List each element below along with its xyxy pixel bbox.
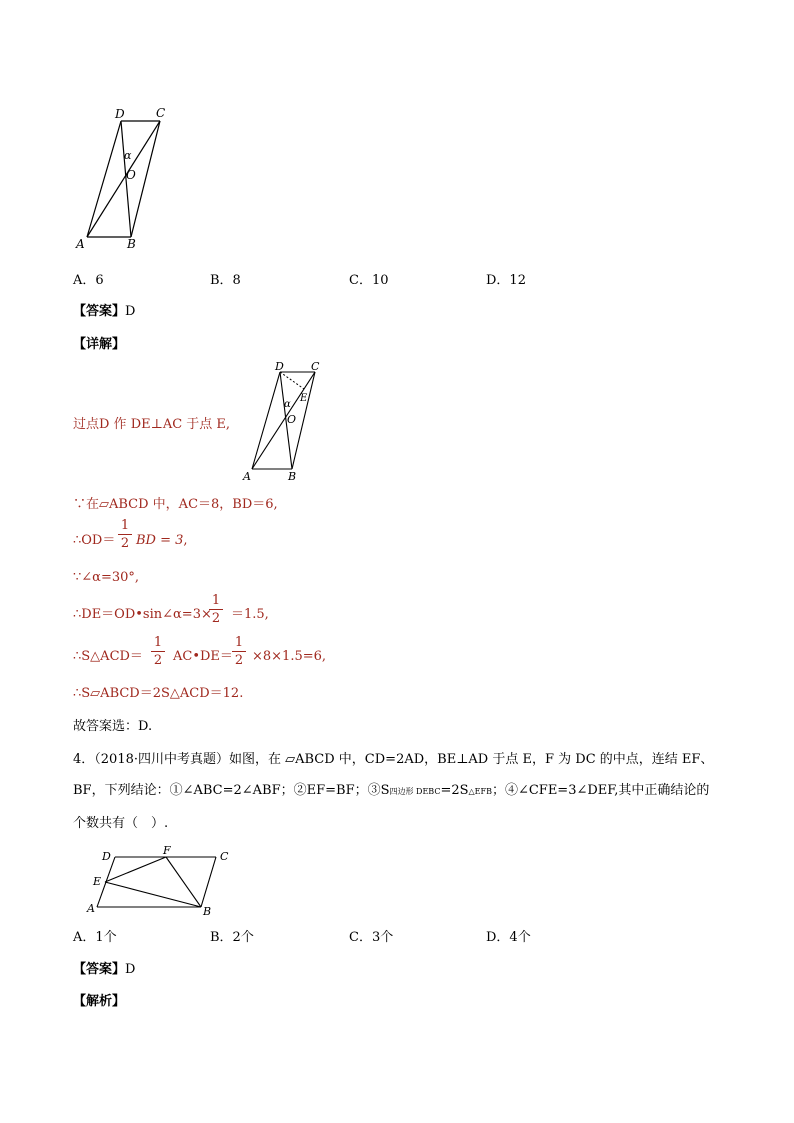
q4-line-2a: BF，下列结论：①∠ABC=2∠ABF；②EF=BF；③S [73, 783, 390, 798]
q4-option-d: D．4个 [486, 930, 531, 945]
step-3-rest [136, 533, 188, 549]
step-3-comma: , [183, 533, 188, 548]
q4-option-b: B．2个 [210, 930, 254, 945]
step-6-den-1: 2 [153, 653, 163, 668]
fig3-label-B: B [203, 905, 212, 918]
q4-answer-value: D [125, 962, 136, 977]
fig3-label-E: E [93, 875, 102, 888]
fig1-label-O: O [126, 168, 136, 182]
fig2-label-alpha: α [284, 399, 291, 410]
q4-option-a: A．1个 [73, 930, 117, 945]
fig1-label-D: D [115, 107, 125, 121]
step-6-num-2: 1 [234, 635, 244, 650]
fig2-label-E: E [300, 393, 308, 404]
step-5-den: 2 [211, 611, 221, 626]
step-6-fraction-1 [151, 635, 165, 668]
q4-answer [73, 962, 135, 978]
fig2-label-O: O [287, 413, 297, 426]
figure-parallelogram-2 [240, 360, 330, 485]
step-5-num: 1 [211, 593, 221, 608]
step-5: ∴DE＝OD•sin∠α=3× [73, 607, 212, 622]
step-3-fraction [118, 518, 132, 551]
fig2-label-C: C [311, 360, 320, 373]
step-6-den-2: 2 [234, 653, 244, 668]
step-3-bd: BD = 3 [136, 533, 184, 548]
q4-line-2-sub-1: 四边形 DEBC [389, 787, 441, 796]
fig2-label-B: B [288, 470, 297, 483]
fig3-label-F: F [163, 844, 171, 857]
step-8: 故答案选：D. [73, 719, 153, 734]
fig1-label-A: A [76, 237, 85, 251]
q3-option-a: A．6 [73, 273, 104, 288]
step-6-num-1: 1 [153, 635, 163, 650]
fig2-label-A: A [243, 470, 251, 483]
fig1-label-C: C [156, 106, 166, 120]
step-2: ∵在▱ABCD 中，AC＝8，BD＝6, [73, 497, 278, 512]
step-6: ∴S△ACD＝ [73, 649, 143, 664]
step-6-fraction-2 [232, 635, 246, 668]
q4-answer-label: 【答案】 [73, 962, 126, 977]
q4-line-2b: =2S [440, 783, 469, 798]
step-4: ∵∠α=30°, [73, 570, 140, 585]
fig3-label-A: A [87, 902, 95, 915]
figure-parallelogram-1 [70, 100, 180, 255]
fig1-label-B: B [127, 237, 136, 251]
q4-analysis-label: 【解析】 [73, 994, 126, 1009]
q3-answer-value: D [125, 304, 136, 319]
step-7: ∴S▱ABCD＝2S△ACD＝12. [73, 686, 244, 701]
fig3-label-C: C [220, 850, 229, 863]
step-3 [73, 533, 115, 549]
q3-option-b: B．8 [210, 273, 241, 288]
q3-detail-label: 【详解】 [73, 337, 126, 352]
fig3-label-D: D [102, 850, 111, 863]
step-5-fraction [209, 593, 223, 626]
q4-line-2-sub-2: △EFB [468, 787, 492, 796]
step-3-den: 2 [120, 536, 130, 551]
q4-option-c: C．3个 [349, 930, 394, 945]
step-6-rest: ×8×1.5=6, [252, 649, 327, 664]
step-6-mid: AC•DE＝ [173, 649, 233, 664]
step-1: 过点D 作 DE⊥AC 于点 E, [73, 417, 231, 432]
q4-line-2 [73, 783, 709, 800]
q4-line-3: 个数共有（ ）. [73, 816, 169, 831]
step-3-text: ∴OD＝ [73, 533, 116, 548]
q3-answer [73, 304, 135, 320]
q3-answer-label: 【答案】 [73, 304, 126, 319]
step-3-num: 1 [120, 518, 130, 533]
figure-parallelogram-3 [85, 845, 245, 920]
q3-option-c: C．10 [349, 273, 389, 288]
step-5-rest: ＝1.5, [231, 607, 269, 622]
fig2-label-D: D [275, 360, 284, 373]
fig1-label-alpha: α [124, 149, 132, 162]
q4-line-2c: ；④∠CFE=3∠DEF,其中正确结论的 [491, 783, 710, 798]
q4-line-1: 4．（2018·四川中考真题）如图，在 ▱ABCD 中，CD=2AD，BE⊥AD 于点 E，F 为 DC 的中点，连结 EF、 [73, 752, 714, 767]
q3-option-d: D．12 [486, 273, 526, 288]
